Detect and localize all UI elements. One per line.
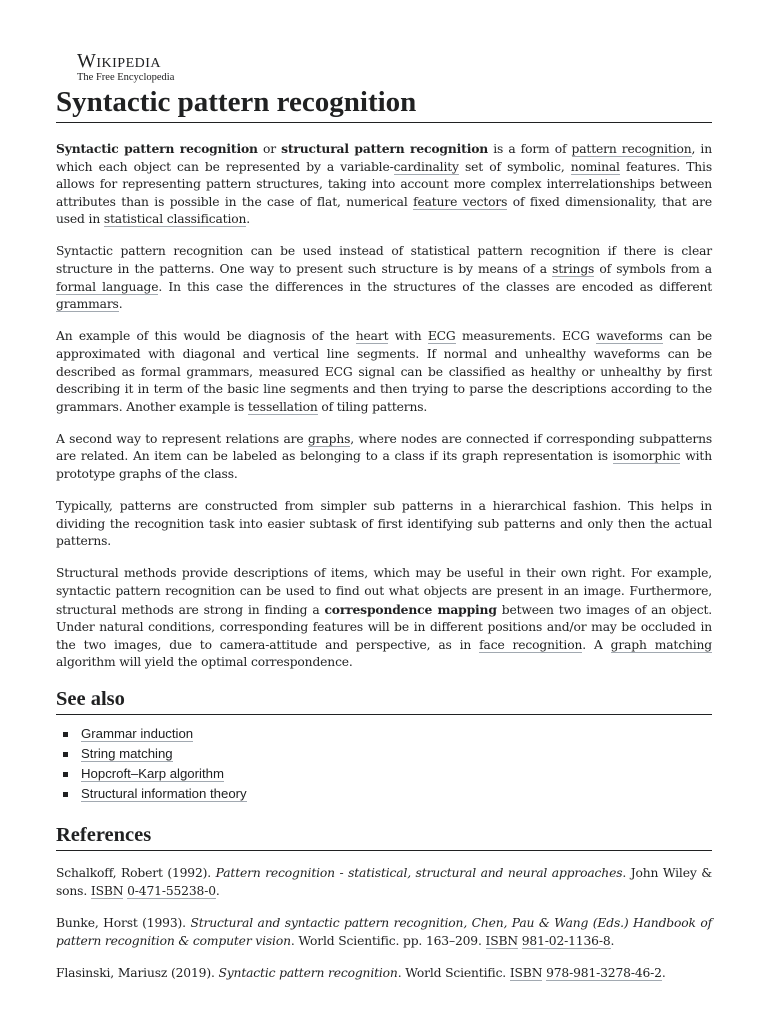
text-run: An example of this would be diagnosis of the [56,329,356,344]
text-run: . [661,965,666,980]
see-also-link[interactable]: Structural information theory [81,786,247,802]
inline-link[interactable]: graphs [307,431,351,446]
italic-title: Syntactic pattern recognition [218,965,398,980]
see-also-item [81,784,712,804]
reference-item [56,915,712,950]
inline-link[interactable]: ISBN [90,884,124,899]
text-run: of fixed dimensionality, that are used in [56,194,713,227]
inline-link[interactable]: face recognition [479,637,583,652]
wikipedia-logo[interactable] [77,51,174,84]
inline-link[interactable]: 0-471-55238-0 [127,884,216,899]
text-run: with prototype graphs of the class. [56,449,712,481]
inline-link[interactable]: tessellation [247,399,318,414]
inline-link[interactable]: heart [355,329,389,344]
text-run: Bunke, Horst (1993). [56,916,191,931]
article-paragraphs [56,140,712,672]
inline-link[interactable]: graph matching [610,637,712,652]
article-paragraph [56,243,712,313]
article-body [56,140,712,997]
logo-wordmark: Wikipedia [77,50,162,72]
article-paragraph [56,498,712,551]
see-also-link[interactable]: String matching [81,746,173,762]
italic-title: Structural and syntactic pattern recognition, Chen, Pau & Wang (Eds.) Handbook of pattern recognition & computer vision [56,916,712,948]
inline-link[interactable]: 981-02-1136-8 [521,933,611,948]
inline-link[interactable]: strings [552,262,595,277]
see-also-item [81,744,712,764]
text-run: is a form of [488,142,572,156]
text-run: set of symbolic, [458,159,571,174]
inline-link[interactable]: statistical classification [103,212,247,227]
text-run: Flasinski, Mariusz (2019). [56,965,219,980]
text-run: . In this case the differences in the structures of the classes are encoded as different [158,279,713,294]
text-run: Typically, patterns are constructed from simpler sub patterns in a hierarchical fashion. This helps in dividing the recognition task into easier subtask of first identifying sub patterns and only then the actual patterns. [56,499,712,549]
text-run: Syntactic pattern recognition can be used instead of statistical pattern recognition if there is clear structure in the patterns. One way to present such structure is by means of a [56,244,712,277]
inline-link[interactable]: isomorphic [612,449,681,464]
article-paragraph [56,565,712,672]
page-title: Syntactic pattern recognition [56,84,712,123]
text-run: . [610,933,615,948]
text-run: . World Scientific. pp. 163–209. [290,933,486,948]
text-run: , in which each object can be represented by a variable- [56,142,712,174]
text-run: , where nodes are connected if corresponding subpatterns are related. An item can be labeled as belonging to a class if its graph representation is [56,431,713,464]
inline-link[interactable]: ISBN [485,933,518,948]
text-run: can be approximated with diagonal and vertical line segments. If normal and unhealthy waveforms can be described as formal grammars, measured ECG signal can be classified as healthy or unhealthy by first describing it in term of the basic line segments and then trying to parse the descriptions according to the grammars. Another example is [56,329,712,414]
article-paragraph [56,431,712,484]
inline-link[interactable]: feature vectors [413,194,508,209]
article-paragraph [56,328,712,416]
see-also-link[interactable]: Hopcroft–Karp algorithm [81,766,224,782]
inline-link[interactable]: nominal [570,159,620,174]
bold-term: Syntactic pattern recognition [56,141,258,156]
text-run: A second way to represent relations are [56,431,308,446]
references-heading: References [56,822,712,851]
inline-link[interactable]: waveforms [596,329,663,344]
see-also-item [81,724,712,744]
text-run: between two images of an object. Under natural conditions, corresponding features will be in different positions and/or may be occluded in the two images, due to camera-attitude and perspective, as in [56,602,713,652]
text-run: features. This allows for representing pattern structures, taking into account more complex interrelationships between attributes than is possible in the case of flat, numerical [56,159,712,209]
inline-link[interactable]: cardinality [393,159,459,174]
text-run: Schalkoff, Robert (1992). [56,866,216,881]
see-also-list [56,724,712,804]
text-run: . John Wiley & sons. [56,866,712,899]
text-run: of tiling patterns. [317,399,428,414]
see-also-link[interactable]: Grammar induction [81,726,194,742]
text-run: or [257,142,282,156]
reference-item [56,865,712,900]
reference-item [56,965,712,983]
text-run: . [246,212,251,227]
text-run: . A [582,637,611,652]
text-run: . [118,297,123,312]
article-paragraph [56,140,712,229]
inline-link[interactable]: grammars [56,297,119,312]
bold-term: structural pattern recognition [281,141,489,156]
logo-tagline: The Free Encyclopedia [77,72,175,83]
text-run: Structural methods provide descriptions of items, which may be useful in their own right. For example, syntactic pattern recognition can be used to find out what objects are present in an image. Furthermore, structural methods are strong in finding a [56,566,712,617]
text-run: . World Scientific. [397,965,510,980]
inline-link[interactable]: pattern recognition [571,142,692,156]
inline-link[interactable]: formal language [56,279,159,294]
italic-title: Pattern recognition - statistical, structural and neural approaches [215,866,623,881]
references-list [56,865,712,982]
text-run: with [388,329,428,344]
inline-link[interactable]: ECG [427,329,456,344]
text-run: measurements. ECG [455,329,597,344]
text-run: . [215,884,220,899]
text-run: of symbols from a [594,262,712,277]
text-run: algorithm will yield the optimal correspondence. [56,655,353,670]
inline-link[interactable]: 978-981-3278-46-2 [546,965,662,980]
see-also-item [81,764,712,784]
bold-term: correspondence mapping [324,601,497,617]
see-also-heading: See also [56,686,712,715]
inline-link[interactable]: ISBN [509,965,543,980]
